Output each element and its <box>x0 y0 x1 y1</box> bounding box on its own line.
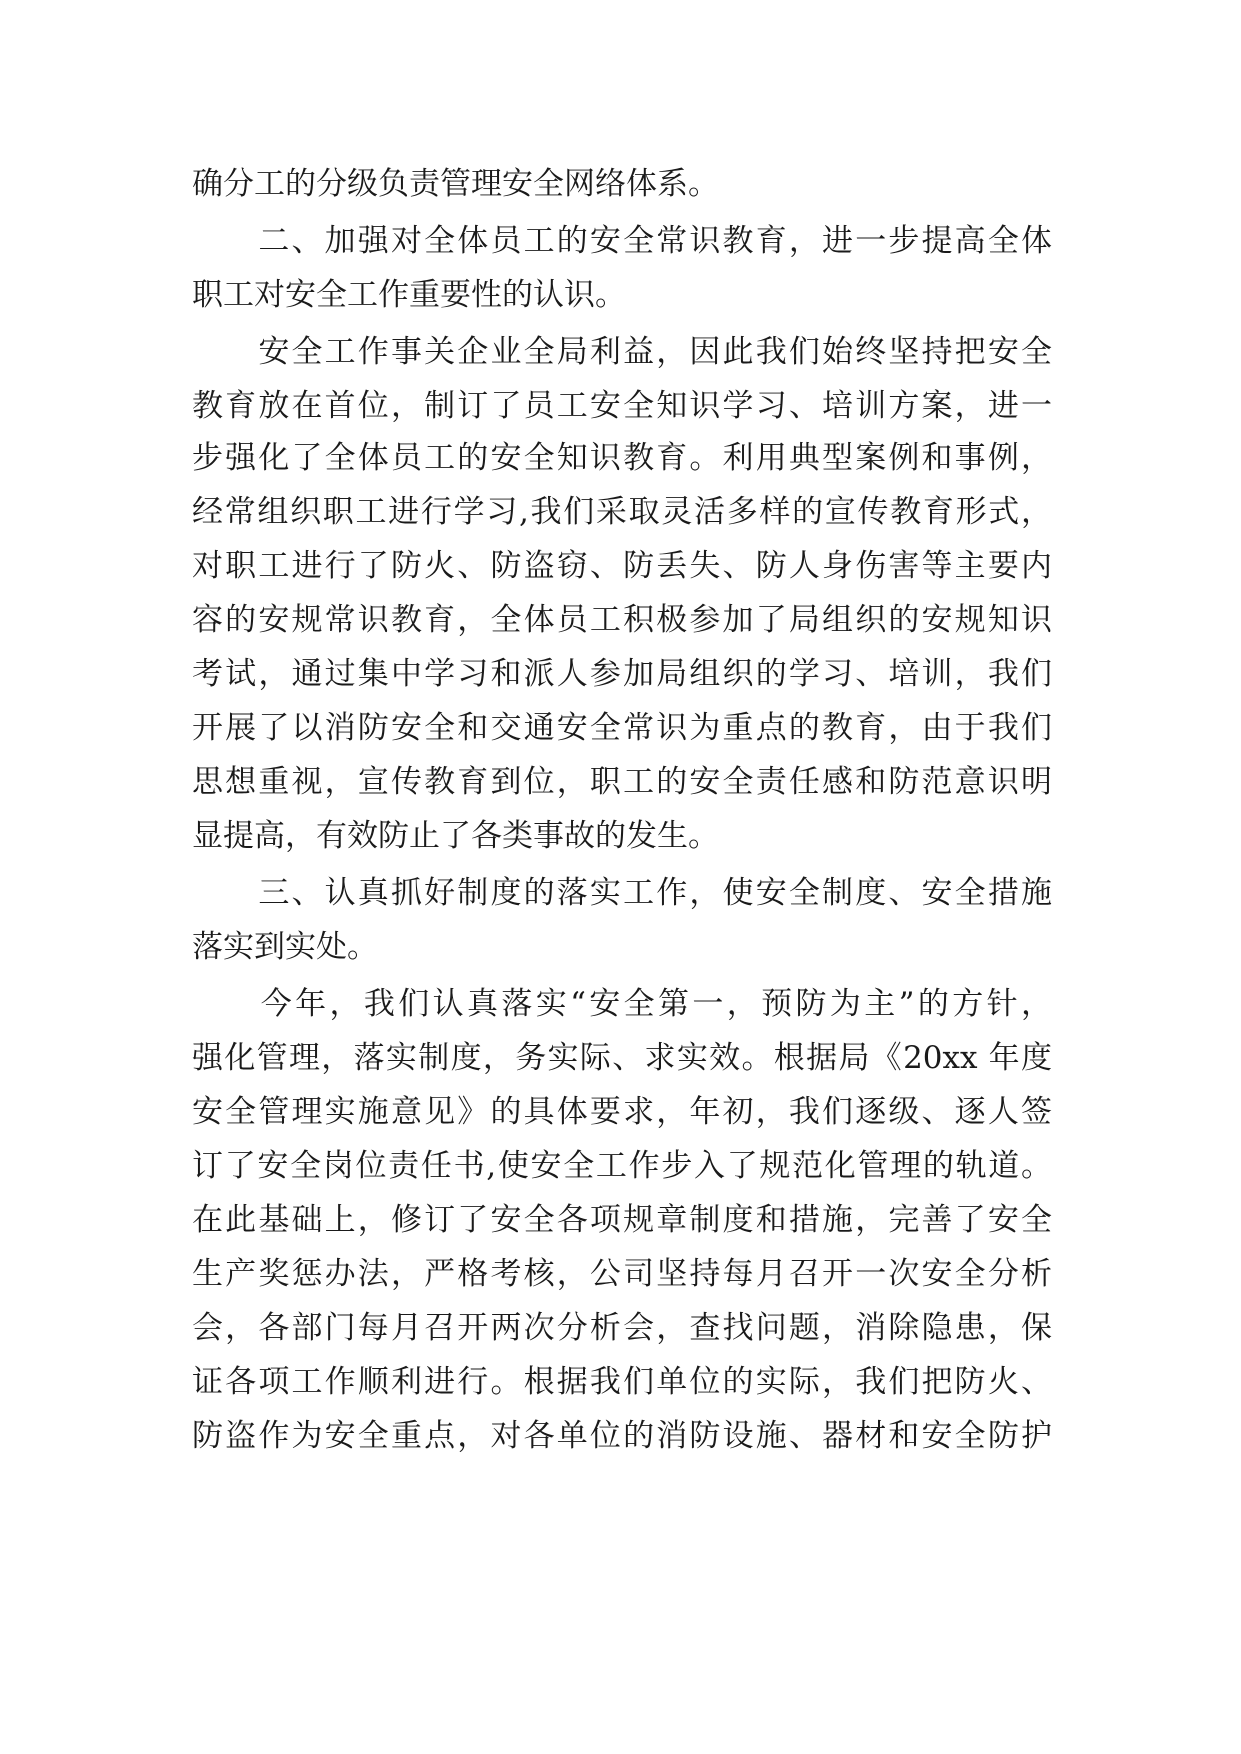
text-line: 安全工作事关企业全局利益，因此我们始终坚持把安全 <box>192 334 1052 370</box>
text-line: 职工对安全工作重要性的认识。 <box>192 277 626 313</box>
text-line: 对职工进行了防火、防盗窃、防丢失、防人身伤害等主要内 <box>192 548 1052 584</box>
text-line: 考试，通过集中学习和派人参加局组织的学习、培训，我们 <box>192 656 1052 692</box>
text-line: 确分工的分级负责管理安全网络体系。 <box>192 166 719 202</box>
text-line: 强化管理，落实制度，务实际、求实效。根据局《20xx 年度 <box>192 1040 1052 1076</box>
text-line: 容的安规常识教育，全体员工积极参加了局组织的安规知识 <box>192 602 1052 638</box>
text-line: 开展了以消防安全和交通安全常识为重点的教育，由于我们 <box>192 710 1052 746</box>
text-line: 步强化了全体员工的安全知识教育。利用典型案例和事例， <box>192 440 1052 476</box>
text-line: 显提高，有效防止了各类事故的发生。 <box>192 818 719 854</box>
text-line: 三、认真抓好制度的落实工作，使安全制度、安全措施 <box>192 875 1052 911</box>
text-line: 生产奖惩办法，严格考核，公司坚持每月召开一次安全分析 <box>192 1256 1052 1292</box>
text-line: 教育放在首位，制订了员工安全知识学习、培训方案，进一 <box>192 388 1052 424</box>
text-line: 落实到实处。 <box>192 929 378 965</box>
text-line: 安全管理实施意见》的具体要求，年初，我们逐级、逐人签 <box>192 1094 1052 1130</box>
text-line: 在此基础上，修订了安全各项规章制度和措施，完善了安全 <box>192 1202 1052 1238</box>
text-line: 证各项工作顺利进行。根据我们单位的实际，我们把防火、 <box>192 1364 1052 1400</box>
text-line: 经常组织职工进行学习,我们采取灵活多样的宣传教育形式， <box>192 494 1052 530</box>
text-line: 二、加强对全体员工的安全常识教育，进一步提高全体 <box>192 223 1052 259</box>
text-line: 防盗作为安全重点，对各单位的消防设施、器材和安全防护 <box>192 1418 1052 1454</box>
text-line: 思想重视，宣传教育到位，职工的安全责任感和防范意识明 <box>192 764 1052 800</box>
text-line: 订了安全岗位责任书,使安全工作步入了规范化管理的轨道。 <box>192 1148 1052 1184</box>
text-line: 会，各部门每月召开两次分析会，查找问题，消除隐患，保 <box>192 1310 1052 1346</box>
text-line: 今年，我们认真落实“安全第一，预防为主”的方针， <box>192 986 1052 1022</box>
